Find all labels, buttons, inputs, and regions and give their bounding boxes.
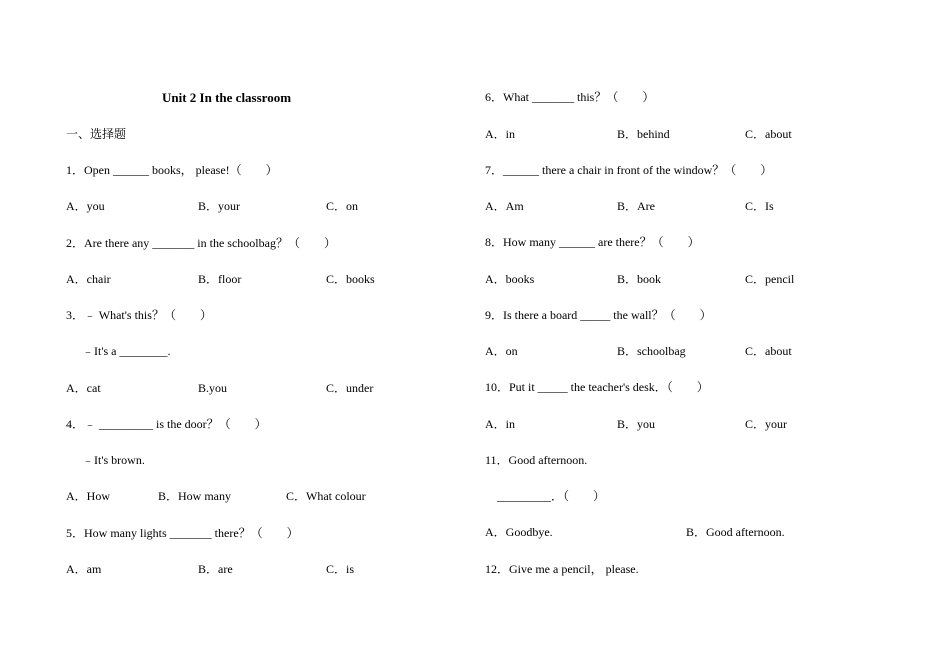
worksheet-title: Unit 2 In the classroom: [162, 90, 292, 105]
question-7-stem: 7．______ there a chair in front of the window？（ ）: [485, 163, 773, 177]
section-heading: 一、选择题: [66, 127, 127, 141]
question-8-option-b: B．book: [617, 272, 662, 286]
question-1-stem: 1．Open ______ books， please!（ ）: [66, 163, 278, 177]
question-5-option-a: A．am: [66, 562, 102, 576]
question-4-option-a: A．How: [66, 489, 110, 503]
question-7-option-a: A．Am: [485, 199, 524, 213]
question-11-option-b: B．Good afternoon.: [686, 525, 785, 539]
question-6-stem: 6．What _______ this？（ ）: [485, 90, 655, 104]
question-10-stem: 10．Put it _____ the teacher's desk．（ ）: [485, 380, 709, 394]
question-1-option-a: A．you: [66, 199, 105, 213]
question-3-option-a: A．cat: [66, 381, 101, 395]
question-11-stem: 11．Good afternoon.: [485, 453, 588, 467]
question-9-option-c: C．about: [745, 344, 792, 358]
question-3-stem: 3．﹣ What's this？（ ）: [66, 308, 212, 322]
question-10-option-a: A．in: [485, 417, 516, 431]
question-6-option-a: A．in: [485, 127, 516, 141]
question-4-option-b: B．How many: [158, 489, 231, 503]
question-7-option-c: C．Is: [745, 199, 774, 213]
question-3-option-c: C．under: [326, 381, 374, 395]
question-5-option-b: B．are: [198, 562, 233, 576]
question-12-stem: 12．Give me a pencil， please.: [485, 562, 639, 576]
question-7-option-b: B．Are: [617, 199, 655, 213]
question-1-option-c: C．on: [326, 199, 359, 213]
question-1-option-b: B．your: [198, 199, 241, 213]
question-4-sub: ﹣It's brown.: [82, 453, 145, 467]
question-4-stem: 4．﹣ _________ is the door？（ ）: [66, 417, 267, 431]
question-10-option-c: C．your: [745, 417, 788, 431]
question-9-stem: 9．Is there a board _____ the wall？（ ）: [485, 308, 712, 322]
question-8-option-a: A．books: [485, 272, 535, 286]
question-9-option-a: A．on: [485, 344, 518, 358]
question-3-option-b: B.you: [198, 381, 228, 395]
question-9-option-b: B．schoolbag: [617, 344, 686, 358]
question-4-option-c: C．What colour: [286, 489, 366, 503]
question-6-option-b: B．behind: [617, 127, 670, 141]
question-8-stem: 8．How many ______ are there？（ ）: [485, 235, 700, 249]
question-3-sub: ﹣It's a ________.: [82, 344, 171, 358]
question-2-option-c: C．books: [326, 272, 375, 286]
question-5-option-c: C．is: [326, 562, 355, 576]
question-11-sub: _________．（ ）: [497, 489, 606, 503]
question-11-option-a: A．Goodbye.: [485, 525, 553, 539]
question-2-option-b: B．floor: [198, 272, 242, 286]
question-6-option-c: C．about: [745, 127, 792, 141]
question-2-stem: 2．Are there any _______ in the schoolbag？（ ）: [66, 236, 336, 250]
question-5-stem: 5．How many lights _______ there？（ ）: [66, 526, 299, 540]
question-10-option-b: B．you: [617, 417, 656, 431]
question-8-option-c: C．pencil: [745, 272, 795, 286]
question-2-option-a: A．chair: [66, 272, 111, 286]
